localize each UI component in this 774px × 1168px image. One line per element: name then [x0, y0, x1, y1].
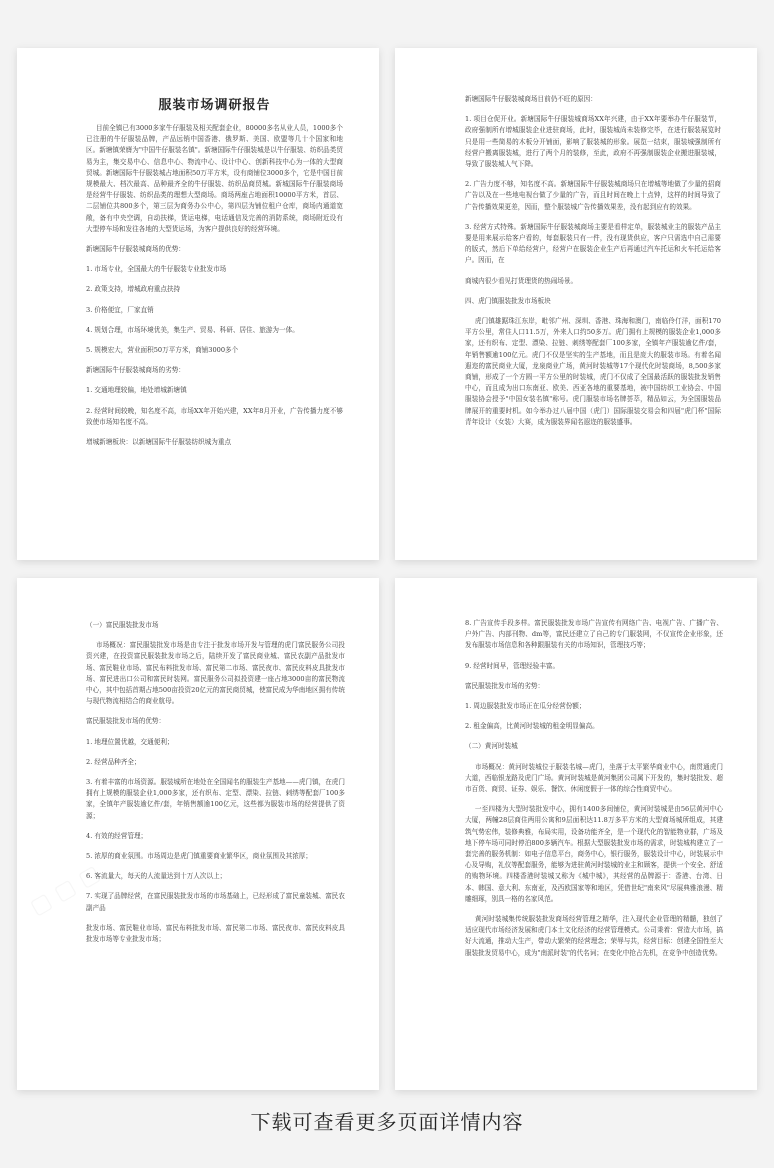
paragraph: 9. 经营时间早，管理经验丰富。	[465, 661, 560, 670]
document-page-4	[395, 578, 757, 1090]
paragraph: 2. 广告力度不够，知名度不高。新塘国际牛仔服装城商场只在增城等地做了少量的招商广告以及在一些地电视台做了少量的广告，而且时间在晚上十点钟，这样的时间导致了广告传播效果更差，因而，整个服装城广告传播效果差，没有起到应有的效果。	[465, 180, 721, 211]
page-4-content	[465, 618, 723, 968]
paragraph: 市场概况：黄河时装城位于服装名城—虎门，坐落于太平繁华商业中心，南贯通虎门大道，西临银龙路及虎门广场。黄河时装城是黄河集团公司属下开发的，集时装批发、超市百货、商贸、证券、娱乐、餐饮、休闲度假于一体的综合性商贸中心。	[465, 762, 723, 794]
download-prompt[interactable]: 下载可查看更多页面详情内容	[250, 1110, 524, 1134]
paragraph: 4. 有效的经营管理；	[86, 831, 148, 840]
paragraph: 新塘国际牛仔服装城商场的劣势：	[86, 366, 185, 375]
page-3-content	[86, 620, 345, 954]
paragraph: 2. 租金偏高，比黄河时装城的租金明显偏高。	[465, 722, 599, 731]
document-page-1	[17, 48, 379, 560]
paragraph: 商城内很少看见打货理货的热闹场景。	[465, 276, 578, 285]
document-page-3	[17, 578, 379, 1090]
paragraph: 1. 地理位置优越，交通便利；	[86, 737, 174, 746]
paragraph: 2. 经营时间较晚，知名度不高，市场XX年开始兴建，XX年8月开业，广告传播力度不够致使市场知名度不高。	[86, 406, 343, 426]
paragraph: 黄河时装城集传统服装批发商场经营管理之精华，注入现代企业管理的精髓，独创了适应现代市场经济发展和虎门本土文化经济的经营管理模式。公司秉着：营造大市场，搞好大流通，推动大生产，带动大繁荣的经营理念；荣辱与共，经营目标：创建全国性至大服装批发贸易中心，成为"南派时装"的代名词；在变化中抢占先机，在竞争中创造优势。	[465, 915, 723, 957]
paragraph: 1. 项目仓促开业。新塘国际牛仔服装城商场XX年兴建，由于XX年要举办牛仔服装节，政府强制所有增城服装企业进驻商场，此时，服装城尚未装修完毕，在进行服装展览时只是用一些简易的木板分开铺面，影响了服装城的形象。展览一结束，服装城强制所有经营户搬离服装城，进行了两个月的装修，至此，政府不再强制服装企业搬进服装城，导致了服装城人气下降。	[465, 115, 721, 169]
document-page-2	[395, 48, 757, 560]
paragraph: 1. 交通地理较偏，地处增城新塘镇	[86, 386, 187, 395]
report-title: 服装市场调研报告	[158, 98, 271, 113]
paragraph: 1. 市场专业，全国最大的牛仔服装专业批发市场	[86, 265, 227, 274]
paragraph: 新塘国际牛仔服装城商场的优势：	[86, 245, 185, 254]
paragraph: 2. 经营品种齐全；	[86, 757, 141, 766]
section-heading: （一）富民服装批发市场	[86, 621, 159, 629]
paragraph: 6. 客流量大，每天的人流量达到十万人次以上；	[86, 872, 227, 881]
paragraph: 目前全镇已有3000多家牛仔服装及相关配套企业，80000多名从业人员，1000多个已注册的牛仔服装品牌，产品远销中国香港、俄罗斯、美国、欧盟等几十个国家和地区。新塘镇荣膺为"中国牛仔服装名镇"。新塘国际牛仔服装城是以牛仔服装、纺织品类贸易为主，集交易中心、信息中心、物流中心、设计中心、创新科技中心为一体的大型商贸城。新塘国际牛仔服装城占地面积50万平方米，设有商铺位3000多个，它是中国目前规模最大、档次最高、品种最齐全的牛仔服装、纺织品商贸城。新城国际牛仔服装商场是经营牛仔服装、纺织品类的理想大型商场。商场两座占地面积10000平方米，首层、二层铺位共800多个，第三层为商务办公中心，第四层为铺位租户仓库，商场内通道宽敞，备有中央空调，自动扶梯，货运电梯，电话通信及完善的消防系统，商场附近设有大型停车场和发往各地的大型货运场，为客户提供良好的经营环境。	[86, 124, 343, 233]
paragraph: 4. 规划合理，市场环境优美，集生产、贸易、科研、居住、旅游为一体。	[86, 325, 299, 334]
paragraph: 富民服装批发市场的优势：	[86, 717, 166, 726]
paragraph: 虎门镇雄踞珠江东岸，毗邻广州、深圳、香港、珠海和澳门，南临伶仃洋，面积170平方公里，常住人口11.5万，外来人口约50多万。虎门拥有上规模的服装企业1,000多家，还有织布、定型、漂染、拉链、刺绣等配套厂100多家，全镇年产服装逾亿件/套，年销售额逾100亿元。虎门不仅是坚实的生产基地，而且是庞大的服装市场。有着名闻遐迩的富民商业大厦，龙泉商业广场，黄河时装城等17个现代化时装商场，8,500多家商铺，形成了一个方圆一平方公里的时装城，虎门不仅成了全国最活跃的服装批发销售中心，而且成为出口东南亚、欧美、西亚各地的重要基地，被中国纺织工业协会、中国服装协会授予"中国女装名镇"称号。虎门服装市场名牌荟萃，精品如云，为全国服装品牌展开的重要时机。如今举办过八届中国（虎门）国际服装交易会和四届"虎门杯"国际青年设计（女装）大赛，成为服装界闻名遐迩的服装盛事。	[465, 317, 721, 426]
paragraph: 增城新塘板块：以新塘国际牛仔服装纺织城为重点	[86, 438, 232, 447]
paragraph: 5. 规模宏大，营业面积50万平方米，商铺3000多个	[86, 346, 239, 355]
paragraph: 一至四楼为大型时装批发中心，拥有1400多间铺位，黄河时装城是由56层黄河中心大厦，两幢28层商住两用公寓和9层面积达11.8万多平方米的大型商场城所组成，其建筑气势宏伟，装修典雅，布局实用，设备功能齐全，是一个现代化的智能物业群，广场及地下停车场可同时停泊800多辆汽车。根据大型服装批发市场的需求，时装城构建立了一套完善的服务机制：如电子信息平台，商务中心，银行服务，服装设计中心，时装展示中心及导购，礼仪等配套服务，能够为进驻黄河时装城的业主和顾客，提供一个安全、舒适的购物环境。四楼香港时装城又称为《城中城》，其经营的品牌源于：香港、台湾、日本、韩国、意大利、东南亚，及西欧国家等和地区，凭借世纪"南来风"尽展典雅浪漫、精雕细琢，别具一格的名家风范。	[465, 805, 723, 903]
paragraph: 市场概况：富民服装批发市场是由专注于批发市场开发与管理的虎门富民服务公司投资兴建，在投资富民服装批发市场之后，陆续开发了富民商业城、富民农副产品批发市场、富民鞋业市场、富民布料批发市场、富民第二市场、富民夜市、富民皮料皮具批发市场、富民进出口公司和富民时装网。富民服务公司拟投资建一座占地3000亩的富民物流中心，其中包括首期占地500亩投资20亿元的富民商贸城，使富民成为华南地区拥有传统与现代物流相结合的商业航母。	[86, 641, 345, 706]
paragraph: 富民服装批发市场的劣势：	[465, 681, 545, 690]
section-heading: （二）黄河时装城	[465, 742, 518, 751]
paragraph: 5. 浓厚的商业氛围。市场周边是虎门镇重要商业繁华区，商业氛围及其浓厚；	[86, 852, 312, 861]
paragraph: 8. 广告宣传手段多样。富民服装批发市场广告宣传有网络广告、电视广告、广播广告、户外广告、内部刊物、dm等，富民还建立了自己的专门服装网，不仅宣传企业形象，还发布服装市场信息和各种跟服装有关的市场知识，管理技巧等；	[465, 619, 723, 650]
paragraph: 3. 价格便宜，厂家直销	[86, 305, 154, 314]
paragraph: 3. 经营方式特殊。新塘国际牛仔服装城商场主要是看样定单，服装城业主的服装产品主要是用来展示给客户看的，每套服装只有一件，没有现货供应，客户只需选中自己需要的版式，然后下单给经营户，经营户在服装企业生产后再通过汽车托运和火车托运给客户。因而，在	[465, 222, 721, 265]
paragraph: 2. 政策支持，增城政府重点扶持	[86, 285, 181, 294]
page-1-content	[86, 88, 343, 457]
paragraph: 7. 实现了品牌经营，在富民服装批发市场的市场基础上，已经形成了富民童装城、富民农副产品	[86, 892, 345, 912]
paragraph: 3. 有着丰富的市场资源。服装城所在地处在全国闻名的服装生产基地——虎门镇，在虎门拥有上规模的服装企业1,000多家，还有织布、定型、漂染、拉链、刺绣等配套厂100多家，全镇年产服装逾亿件/套，年销售额逾100亿元，这些都为服装市场的经营提供了资源；	[86, 778, 345, 820]
paragraph: 1. 周边服装批发市场正在瓜分经营份额；	[465, 702, 586, 711]
paragraph: 新塘国际牛仔服装城商场目前仍不旺的原因：	[465, 95, 597, 103]
paragraph: 批发市场、富民鞋业市场、富民布料批发市场、富民第二市场、富民夜市、富民皮料皮具批发市场等专业批发市场；	[86, 923, 345, 944]
page-2-content	[465, 94, 721, 437]
section-heading: 四、虎门镇服装批发市场板块	[465, 296, 551, 305]
